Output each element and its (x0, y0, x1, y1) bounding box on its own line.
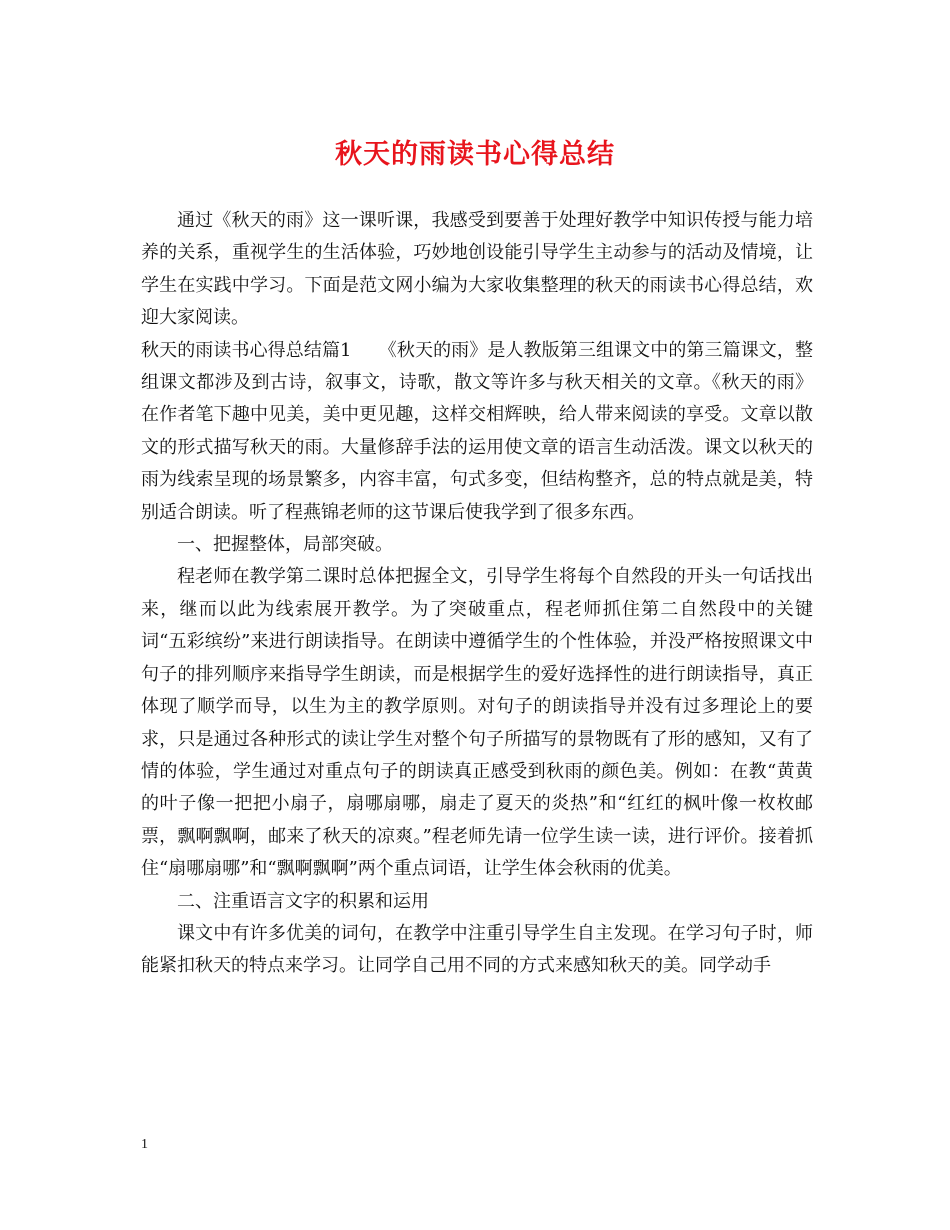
document-body (141, 205, 813, 983)
section-heading-1: 一、把握整体，局部突破。 (177, 534, 393, 556)
paragraph-section-1: 程老师在教学第二课时总体把握全文，引导学生将每个自然段的开头一句话找出来，继而以此为线索展开教学。为了突破重点，程老师抓住第二自然段中的关键词“五彩缤纷”来进行朗读指导。在朗读中遵循学生的个性体验，并没严格按照课文中句子的排列顺序来指导学生朗读，而是根据学生的爱好选择性的进行朗读指导，真正体现了顺学而导，以生为主的教学原则。对句子的朗读指导并没有过多理论上的要求，只是通过各种形式的读让学生对整个句子所描写的景物既有了形的感知，又有了情的体验，学生通过对重点句子的朗读真正感受到秋雨的颜色美。例如：在教“黄黄的叶子像一把把小扇子，扇哪扇哪，扇走了夏天的炎热”和“红红的枫叶像一枚枚邮票，飘啊飘啊，邮来了秋天的凉爽。”程老师先请一位学生读一读，进行评价。接着抓住“扇哪扇哪”和“飘啊飘啊”两个重点词语，让学生体会秋雨的优美。 (141, 566, 813, 880)
paragraph-part-1: 秋天的雨读书心得总结篇1 《秋天的雨》是人教版第三组课文中的第三篇课文，整组课文都涉及到古诗，叙事文，诗歌，散文等许多与秋天相关的文章。《秋天的雨》在作者笔下趣中见美，美中更见趣，这样交相辉映，给人带来阅读的享受。文章以散文的形式描写秋天的雨。大量修辞手法的运用使文章的语言生动活泼。课文以秋天的雨为线索呈现的场景繁多，内容丰富，句式多变，但结构整齐，总的特点就是美，特别适合朗读。听了程燕锦老师的这节课后使我学到了很多东西。 (141, 339, 813, 523)
section-heading-2: 二、注重语言文字的积累和运用 (177, 890, 429, 912)
page-number: 1 (141, 1137, 148, 1152)
document-title: 秋天的雨读书心得总结 (335, 139, 615, 170)
paragraph-section-2: 课文中有许多优美的词句，在教学中注重引导学生自主发现。在学习句子时，师能紧扣秋天的特点来学习。让同学自己用不同的方式来感知秋天的美。同学动手 (141, 922, 813, 977)
paragraph-intro: 通过《秋天的雨》这一课听课，我感受到要善于处理好教学中知识传授与能力培养的关系，重视学生的生活体验，巧妙地创设能引导学生主动参与的活动及情境，让学生在实践中学习。下面是范文网小编为大家收集整理的秋天的雨读书心得总结，欢迎大家阅读。 (141, 210, 813, 329)
